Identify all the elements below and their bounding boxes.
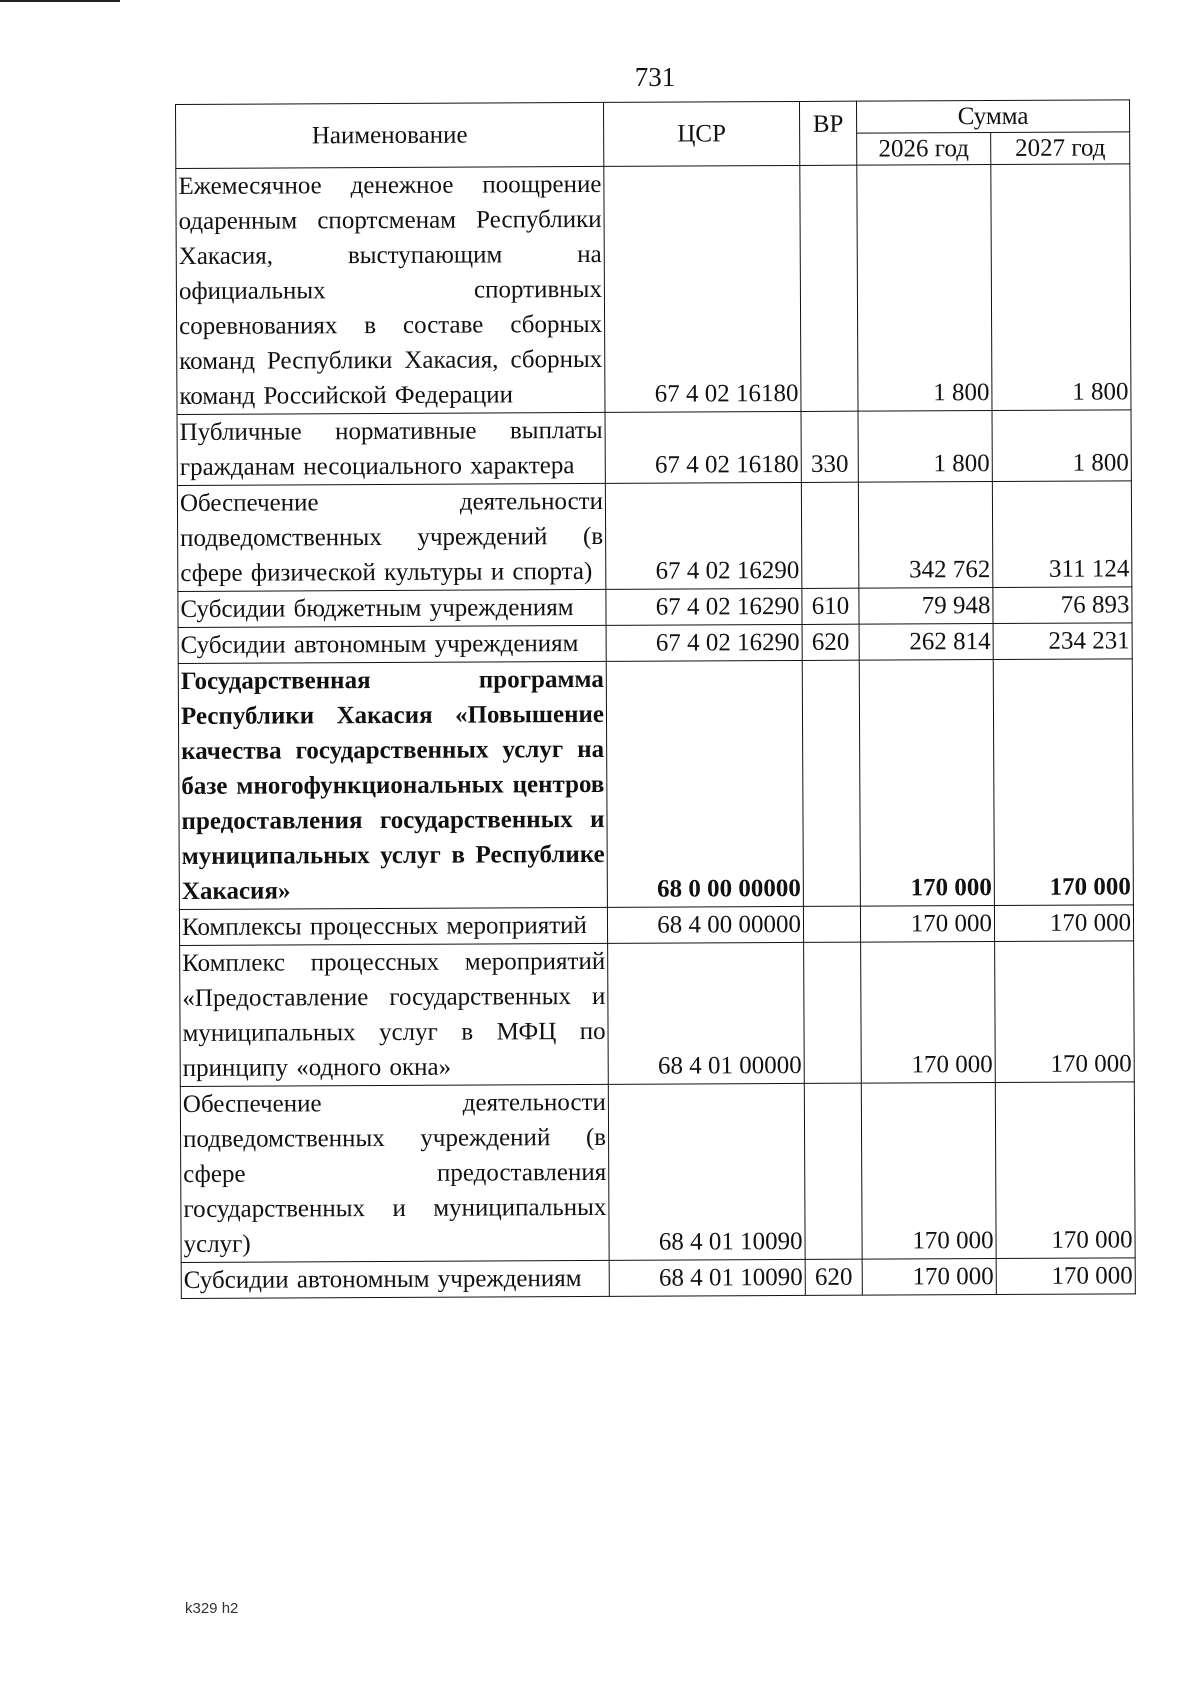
row-sum-2027: 170 000 xyxy=(996,1258,1135,1295)
row-csr: 68 0 00 00000 xyxy=(606,660,803,907)
row-name: Субсидии автономным учреждениям xyxy=(181,1260,609,1298)
row-name: Комплексы процессных мероприятий xyxy=(179,907,607,945)
row-sum-2026: 170 000 xyxy=(861,942,996,1084)
header-year-2027: 2027 год xyxy=(991,132,1130,165)
row-name: Субсидии бюджетным учреждениям xyxy=(178,589,606,627)
row-sum-2026: 170 000 xyxy=(860,906,994,943)
row-csr: 68 4 00 00000 xyxy=(607,906,803,943)
header-csr: ЦСР xyxy=(603,101,799,166)
row-name: Комплекс процессных мероприятий «Предоставление государственных и муниципальных услуг в МФЦ по принципу «одного окна» xyxy=(180,943,609,1086)
table-row xyxy=(176,164,1131,415)
table-row xyxy=(178,587,1132,628)
row-vr: 330 xyxy=(801,411,858,482)
row-csr: 68 4 01 10090 xyxy=(608,1083,805,1260)
table-row xyxy=(177,481,1132,592)
row-sum-2026: 1 800 xyxy=(857,165,992,412)
header-row-top xyxy=(176,100,1130,137)
row-sum-2026: 170 000 xyxy=(861,1083,996,1260)
row-csr: 67 4 02 16180 xyxy=(604,165,801,412)
row-csr: 67 4 02 16290 xyxy=(606,624,802,661)
row-vr xyxy=(801,482,859,588)
row-csr: 68 4 01 10090 xyxy=(609,1259,805,1296)
row-name: Обеспечение деятельности подведомственных учреждений (в сфере предоставления государственных и муниципальных услуг) xyxy=(180,1084,609,1262)
table-row-program xyxy=(178,659,1133,910)
row-name: Субсидии автономным учреждениям xyxy=(178,625,606,663)
row-sum-2026: 79 948 xyxy=(859,588,993,625)
header-name: Наименование xyxy=(176,102,604,168)
row-sum-2026: 262 814 xyxy=(859,624,993,661)
row-sum-2026: 342 762 xyxy=(858,482,993,589)
page-number: 731 xyxy=(634,62,676,92)
row-vr xyxy=(804,1083,862,1259)
table-row xyxy=(178,623,1132,664)
table-row xyxy=(180,941,1135,1087)
budget-table xyxy=(175,99,1136,1299)
row-sum-2027: 234 231 xyxy=(993,623,1132,660)
row-vr xyxy=(800,165,858,411)
table-row xyxy=(179,905,1133,946)
row-sum-2027: 76 893 xyxy=(993,587,1132,624)
table-row xyxy=(181,1258,1135,1299)
row-sum-2026: 170 000 xyxy=(859,660,994,907)
row-name: Обеспечение деятельности подведомственных учреждений (в сфере физической культуры и спорта) xyxy=(177,483,606,591)
footer-code: k329 h2 xyxy=(185,1600,239,1617)
row-sum-2027: 1 800 xyxy=(992,410,1131,482)
header-sum: Сумма xyxy=(856,100,1129,133)
row-sum-2027: 170 000 xyxy=(994,905,1133,942)
row-csr: 67 4 02 16180 xyxy=(605,411,801,483)
row-name: Государственная программа Республики Хакасия «Повышение качества государственных услуг на базе многофункциональных центров предоставления государственных и муниципальных услуг в Республике Хакасия» xyxy=(178,661,607,909)
row-sum-2027: 311 124 xyxy=(992,481,1132,588)
row-vr xyxy=(802,660,860,906)
row-sum-2026: 1 800 xyxy=(858,411,992,483)
row-csr: 68 4 01 00000 xyxy=(608,942,805,1084)
row-vr: 610 xyxy=(802,588,859,624)
row-csr: 67 4 02 16290 xyxy=(606,588,802,625)
row-sum-2027: 170 000 xyxy=(993,659,1133,906)
row-vr: 620 xyxy=(802,624,859,660)
row-sum-2026: 170 000 xyxy=(862,1259,996,1296)
row-sum-2027: 1 800 xyxy=(991,164,1131,411)
row-sum-2027: 170 000 xyxy=(995,1082,1135,1259)
table-body xyxy=(176,164,1136,1299)
row-sum-2027: 170 000 xyxy=(995,941,1135,1083)
row-vr xyxy=(804,942,862,1083)
header-vr: ВР xyxy=(799,101,856,165)
row-name: Ежемесячное денежное поощрение одаренным спортсменам Республики Хакасия, выступающим на официальных спортивных соревнованиях в составе сборных команд Республики Хакасия, сборных команд Российской Федерации xyxy=(176,166,605,414)
row-vr: 620 xyxy=(805,1259,862,1295)
row-csr: 67 4 02 16290 xyxy=(605,482,802,589)
row-vr xyxy=(803,906,860,942)
row-name: Публичные нормативные выплаты гражданам несоциального характера xyxy=(177,412,605,485)
header-year-2026: 2026 год xyxy=(857,133,991,166)
table-row xyxy=(177,410,1131,486)
table-row xyxy=(180,1082,1135,1263)
scan-corner-mark xyxy=(0,0,120,2)
